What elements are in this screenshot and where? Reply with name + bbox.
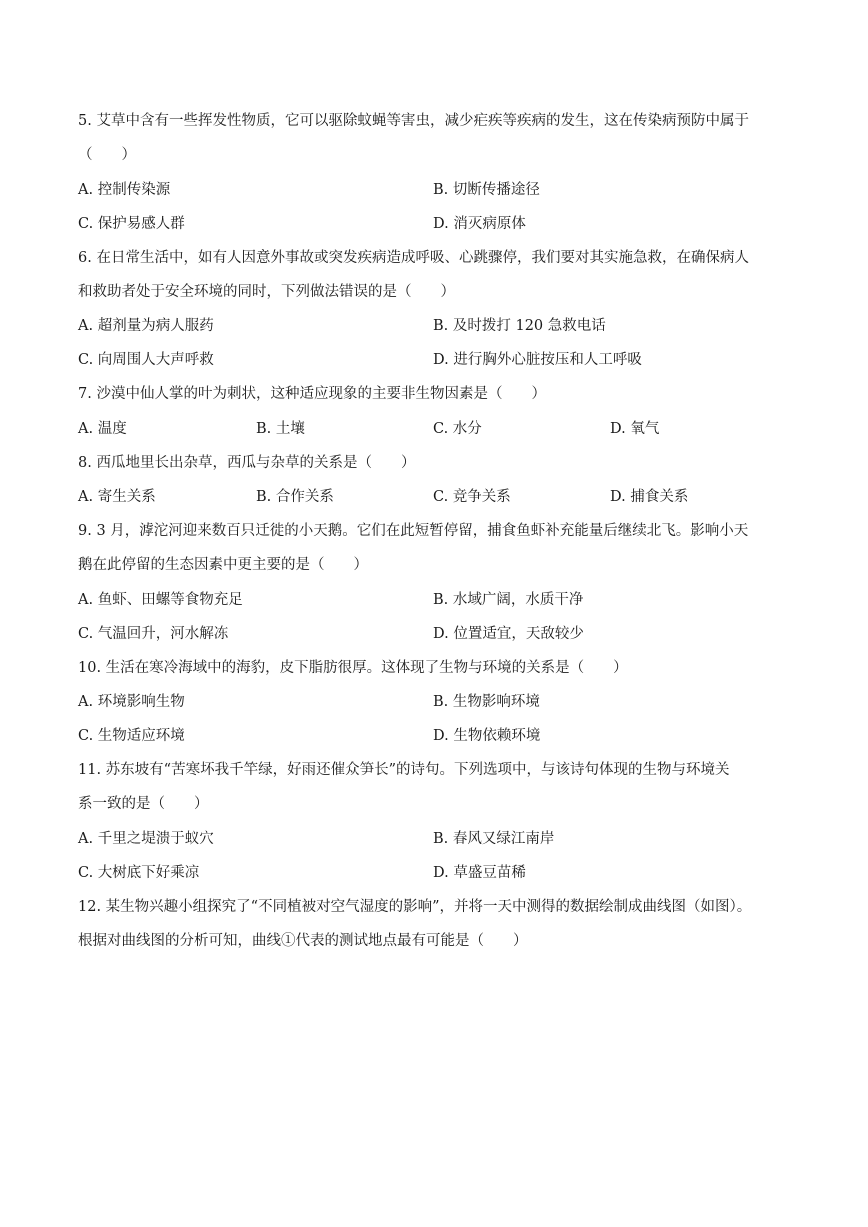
question-11-stem-line-1: 11. 苏东坡有“苦寒坏我千竿绿，好雨还催众笋长”的诗句。下列选项中，与该诗句体现的生物与环境关 <box>78 762 730 778</box>
question-10-option-a: A. 环境影响生物 <box>78 694 185 710</box>
question-10-option-d: D. 生物依赖环境 <box>433 728 541 744</box>
question-5-stem-line-2: （ ） <box>78 147 136 163</box>
question-7-option-b: B. 土壤 <box>256 421 305 437</box>
question-10-option-b: B. 生物影响环境 <box>433 694 540 710</box>
question-8-option-b: B. 合作关系 <box>256 489 334 505</box>
question-7-option-a: A. 温度 <box>78 421 127 437</box>
question-11-option-d: D. 草盛豆苗稀 <box>433 865 526 881</box>
question-8-option-d: D. 捕食关系 <box>610 489 689 505</box>
question-5-option-c: C. 保护易感人群 <box>78 216 185 232</box>
question-5-stem-line-1: 5. 艾草中含有一些挥发性物质，它可以驱除蚊蝇等害虫，减少疟疾等疾病的发生，这在传染病预防中属于 <box>78 113 749 129</box>
question-5-option-d: D. 消灭病原体 <box>433 216 526 232</box>
question-12-stem-line-1: 12. 某生物兴趣小组探究了“不同植被对空气湿度的影响”，并将一天中测得的数据绘制成曲线图（如图）。 <box>78 899 752 915</box>
question-12-stem-line-2: 根据对曲线图的分析可知，曲线①代表的测试地点最有可能是（ ） <box>78 933 528 949</box>
question-11-option-c: C. 大树底下好乘凉 <box>78 865 200 881</box>
question-6-stem-line-1: 6. 在日常生活中，如有人因意外事故或突发疾病造成呼吸、心跳骤停，我们要对其实施急救，在确保病人 <box>78 250 749 266</box>
question-7-stem: 7. 沙漠中仙人掌的叶为刺状，这种适应现象的主要非生物因素是（ ） <box>78 386 546 402</box>
question-6-option-c: C. 向周围人大声呼救 <box>78 352 214 368</box>
question-5-option-b: B. 切断传播途径 <box>433 182 540 198</box>
question-8-option-c: C. 竞争关系 <box>433 489 511 505</box>
question-5-option-a: A. 控制传染源 <box>78 182 171 198</box>
question-6-option-a: A. 超剂量为病人服药 <box>78 318 214 334</box>
question-7-option-d: D. 氧气 <box>610 421 660 437</box>
question-9-stem-line-2: 鹅在此停留的生态因素中更主要的是（ ） <box>78 557 368 573</box>
question-6-stem-line-2: 和救助者处于安全环境的同时，下列做法错误的是（ ） <box>78 284 455 300</box>
question-9-option-c: C. 气温回升，河水解冻 <box>78 626 229 642</box>
question-9-option-b: B. 水域广阔，水质干净 <box>433 592 584 608</box>
question-10-stem: 10. 生活在寒冷海域中的海豹，皮下脂肪很厚。这体现了生物与环境的关系是（ ） <box>78 660 628 676</box>
question-6-option-b: B. 及时拨打 120 急救电话 <box>433 318 606 334</box>
question-9-option-a: A. 鱼虾、田螺等食物充足 <box>78 592 243 608</box>
question-6-option-d: D. 进行胸外心脏按压和人工呼吸 <box>433 352 642 368</box>
question-9-option-d: D. 位置适宜，天敌较少 <box>433 626 584 642</box>
question-9-stem-line-1: 9. 3 月，滹沱河迎来数百只迁徙的小天鹅。它们在此短暂停留，捕食鱼虾补充能量后继续北飞。影响小天 <box>78 523 749 539</box>
question-8-option-a: A. 寄生关系 <box>78 489 156 505</box>
question-11-option-b: B. 春风又绿江南岸 <box>433 831 555 847</box>
question-11-stem-line-2: 系一致的是（ ） <box>78 796 209 812</box>
question-10-option-c: C. 生物适应环境 <box>78 728 185 744</box>
question-11-option-a: A. 千里之堤溃于蚁穴 <box>78 831 214 847</box>
question-7-option-c: C. 水分 <box>433 421 482 437</box>
question-8-stem: 8. 西瓜地里长出杂草，西瓜与杂草的关系是（ ） <box>78 455 416 471</box>
